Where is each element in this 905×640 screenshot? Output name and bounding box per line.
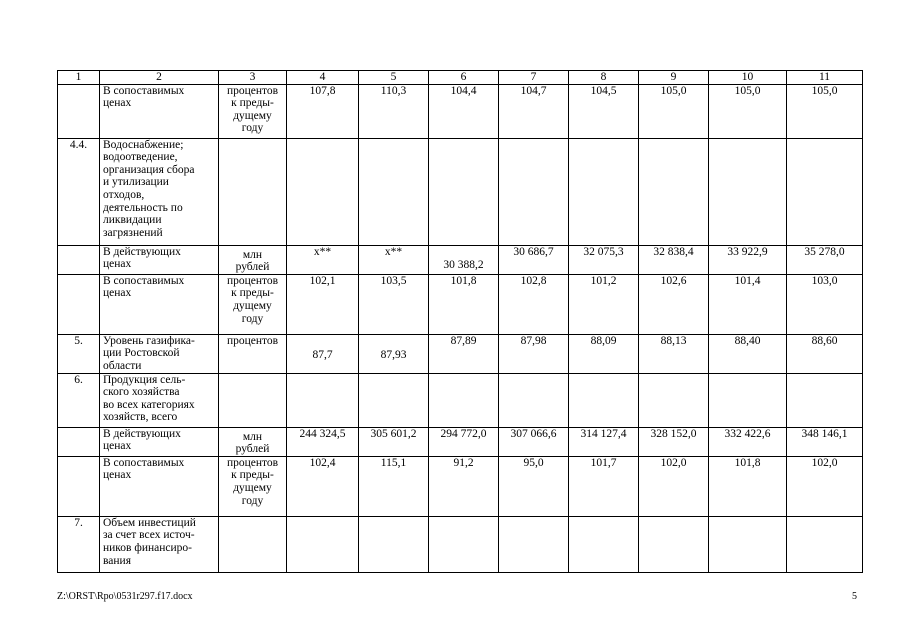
- value-cell-col-9: 105,0: [639, 84, 709, 138]
- value-cell-col-4: 107,8: [287, 84, 359, 138]
- column-header-2: 2: [100, 71, 219, 85]
- column-header-11: 11: [787, 71, 863, 85]
- data-table: [57, 70, 863, 573]
- footer-page-number: 5: [852, 591, 857, 602]
- value-cell-col-9: [639, 516, 709, 572]
- unit-cell: млн рублей: [219, 427, 287, 456]
- indicator-name-cell: В действующих ценах: [100, 427, 219, 456]
- value-cell-col-6: 30 388,2: [429, 245, 499, 274]
- value-cell-col-7: [499, 516, 569, 572]
- table-row: [58, 138, 863, 245]
- table-header-row: [58, 71, 863, 85]
- row-number-cell: 7.: [58, 516, 100, 572]
- value-cell-col-10: 105,0: [709, 84, 787, 138]
- value-cell-col-4: [287, 516, 359, 572]
- value-cell-col-11: 105,0: [787, 84, 863, 138]
- value-cell-col-11: 88,60: [787, 334, 863, 373]
- value-cell-col-5: х**: [359, 245, 429, 274]
- column-header-1: 1: [58, 71, 100, 85]
- value-cell-col-9: 328 152,0: [639, 427, 709, 456]
- table-row: [58, 427, 863, 456]
- value-cell-col-6: [429, 138, 499, 245]
- value-cell-col-5: [359, 373, 429, 427]
- value-cell-col-10: 101,8: [709, 456, 787, 516]
- value-cell-col-5: 87,93: [359, 334, 429, 373]
- value-cell-col-10: 332 422,6: [709, 427, 787, 456]
- value-cell-col-8: 32 075,3: [569, 245, 639, 274]
- value-cell-col-11: [787, 373, 863, 427]
- value-cell-col-10: [709, 373, 787, 427]
- value-cell-col-7: [499, 138, 569, 245]
- value-cell-col-8: 314 127,4: [569, 427, 639, 456]
- unit-cell: процентов к преды- дущему году: [219, 456, 287, 516]
- value-cell-col-5: [359, 516, 429, 572]
- unit-cell: [219, 516, 287, 572]
- row-number-cell: [58, 274, 100, 334]
- value-cell-col-9: 88,13: [639, 334, 709, 373]
- indicator-name-cell: В действующих ценах: [100, 245, 219, 274]
- indicator-name-cell: В сопоставимых ценах: [100, 456, 219, 516]
- column-header-10: 10: [709, 71, 787, 85]
- unit-cell: процентов к преды- дущему году: [219, 84, 287, 138]
- indicator-name-cell: Продукция сель- ского хозяйства во всех категориях хозяйств, всего: [100, 373, 219, 427]
- unit-cell: [219, 373, 287, 427]
- value-cell-col-11: 102,0: [787, 456, 863, 516]
- value-cell-col-8: 104,5: [569, 84, 639, 138]
- value-cell-col-11: 103,0: [787, 274, 863, 334]
- row-number-cell: [58, 245, 100, 274]
- table-row: [58, 84, 863, 138]
- column-header-4: 4: [287, 71, 359, 85]
- row-number-cell: [58, 427, 100, 456]
- indicator-name-cell: Уровень газифика- ции Ростовской области: [100, 334, 219, 373]
- value-cell-col-6: 91,2: [429, 456, 499, 516]
- value-cell-col-6: [429, 373, 499, 427]
- value-cell-col-8: 101,7: [569, 456, 639, 516]
- value-cell-col-8: 88,09: [569, 334, 639, 373]
- value-cell-col-6: 101,8: [429, 274, 499, 334]
- value-cell-col-7: 95,0: [499, 456, 569, 516]
- column-header-9: 9: [639, 71, 709, 85]
- column-header-6: 6: [429, 71, 499, 85]
- unit-cell: процентов к преды- дущему году: [219, 274, 287, 334]
- value-cell-col-11: 35 278,0: [787, 245, 863, 274]
- value-cell-col-5: 103,5: [359, 274, 429, 334]
- value-cell-col-7: 307 066,6: [499, 427, 569, 456]
- column-header-5: 5: [359, 71, 429, 85]
- value-cell-col-8: [569, 138, 639, 245]
- value-cell-col-6: 87,89: [429, 334, 499, 373]
- indicator-name-cell: В сопоставимых ценах: [100, 84, 219, 138]
- value-cell-col-11: [787, 138, 863, 245]
- value-cell-col-7: 104,7: [499, 84, 569, 138]
- row-number-cell: 6.: [58, 373, 100, 427]
- row-number-cell: 4.4.: [58, 138, 100, 245]
- table-row: [58, 245, 863, 274]
- table-body: [58, 71, 863, 573]
- value-cell-col-10: [709, 138, 787, 245]
- table-row: [58, 516, 863, 572]
- value-cell-col-4: [287, 373, 359, 427]
- indicator-name-cell: Объем инвестиций за счет всех источ- ников финансиро- вания: [100, 516, 219, 572]
- row-number-cell: [58, 456, 100, 516]
- value-cell-col-6: 294 772,0: [429, 427, 499, 456]
- unit-cell: [219, 138, 287, 245]
- value-cell-col-5: 305 601,2: [359, 427, 429, 456]
- value-cell-col-4: 102,4: [287, 456, 359, 516]
- value-cell-col-6: 104,4: [429, 84, 499, 138]
- value-cell-col-4: 244 324,5: [287, 427, 359, 456]
- footer-file-path: Z:\ORST\Rpo\0531r297.f17.docx: [57, 591, 193, 602]
- column-header-8: 8: [569, 71, 639, 85]
- value-cell-col-10: 33 922,9: [709, 245, 787, 274]
- table-row: [58, 373, 863, 427]
- unit-cell: процентов: [219, 334, 287, 373]
- value-cell-col-9: [639, 138, 709, 245]
- value-cell-col-11: 348 146,1: [787, 427, 863, 456]
- value-cell-col-9: [639, 373, 709, 427]
- value-cell-col-9: 102,0: [639, 456, 709, 516]
- value-cell-col-5: 110,3: [359, 84, 429, 138]
- value-cell-col-7: 30 686,7: [499, 245, 569, 274]
- value-cell-col-5: [359, 138, 429, 245]
- row-number-cell: [58, 84, 100, 138]
- value-cell-col-7: [499, 373, 569, 427]
- value-cell-col-9: 102,6: [639, 274, 709, 334]
- value-cell-col-8: 101,2: [569, 274, 639, 334]
- value-cell-col-6: [429, 516, 499, 572]
- table-row: [58, 334, 863, 373]
- value-cell-col-10: 88,40: [709, 334, 787, 373]
- value-cell-col-7: 102,8: [499, 274, 569, 334]
- value-cell-col-8: [569, 373, 639, 427]
- value-cell-col-4: 87,7: [287, 334, 359, 373]
- row-number-cell: 5.: [58, 334, 100, 373]
- value-cell-col-4: х**: [287, 245, 359, 274]
- value-cell-col-8: [569, 516, 639, 572]
- column-header-3: 3: [219, 71, 287, 85]
- indicator-name-cell: Водоснабжение; водоотведение, организация сбора и утилизации отходов, деятельность по ликвидации загрязнений: [100, 138, 219, 245]
- value-cell-col-10: [709, 516, 787, 572]
- column-header-7: 7: [499, 71, 569, 85]
- value-cell-col-4: [287, 138, 359, 245]
- indicator-name-cell: В сопоставимых ценах: [100, 274, 219, 334]
- value-cell-col-4: 102,1: [287, 274, 359, 334]
- table-row: [58, 456, 863, 516]
- value-cell-col-10: 101,4: [709, 274, 787, 334]
- table-row: [58, 274, 863, 334]
- value-cell-col-5: 115,1: [359, 456, 429, 516]
- value-cell-col-9: 32 838,4: [639, 245, 709, 274]
- value-cell-col-11: [787, 516, 863, 572]
- unit-cell: млн рублей: [219, 245, 287, 274]
- value-cell-col-7: 87,98: [499, 334, 569, 373]
